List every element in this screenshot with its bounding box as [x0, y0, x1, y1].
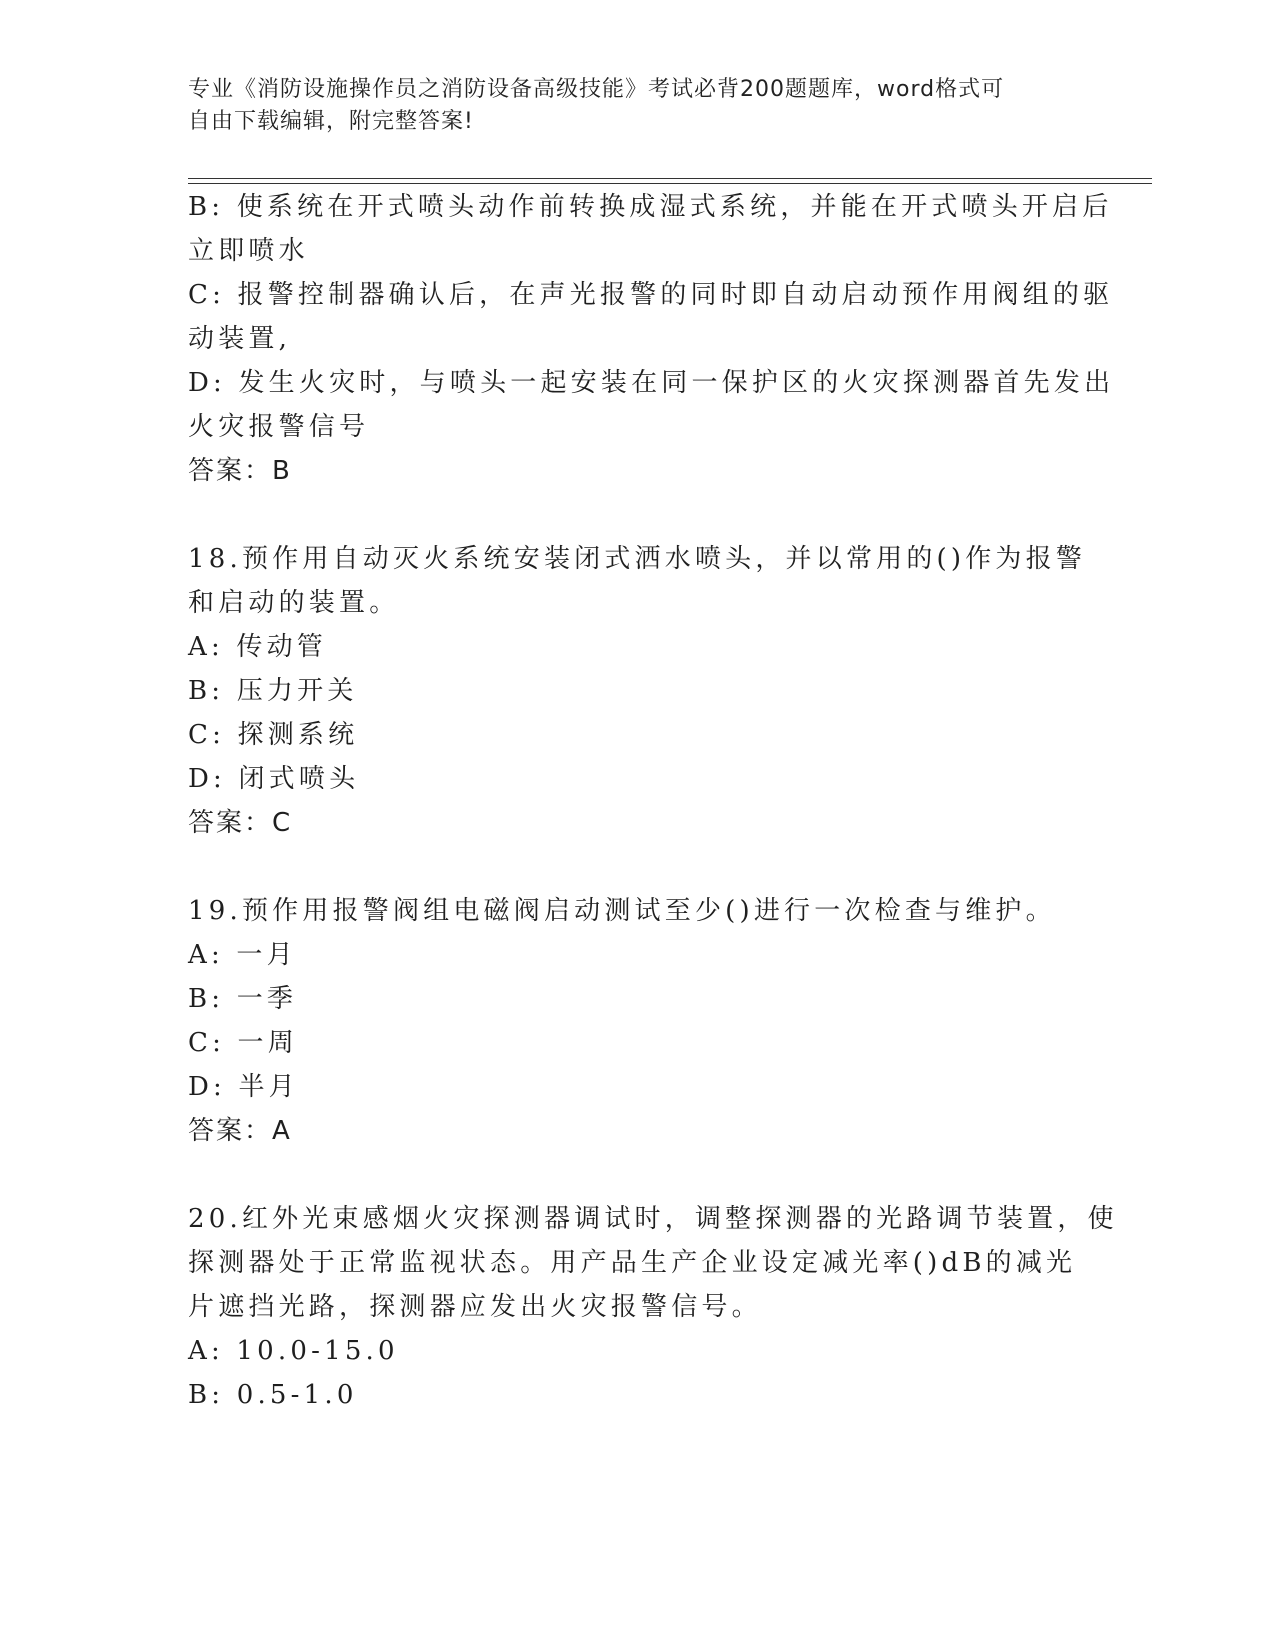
q18-option-c: C: 探测系统	[188, 720, 359, 750]
q18-option-b: B: 压力开关	[188, 676, 358, 706]
q17-option-d-line-1: D: 发生火灾时，与喷头一起安装在同一保护区的火灾探测器首先发出	[188, 368, 1115, 398]
q17-option-c-line-2: 动装置,	[188, 324, 292, 354]
q19-option-b: B: 一季	[188, 984, 298, 1014]
q18-answer: 答案：C	[188, 808, 293, 838]
q17-option-b-line-2: 立即喷水	[188, 236, 309, 266]
q17-option-c-line-1: C: 报警控制器确认后，在声光报警的同时即自动启动预作用阀组的驱	[188, 280, 1114, 310]
q20-stem-line-1: 20.红外光束感烟火灾探测器调试时，调整探测器的光路调节装置，使	[188, 1204, 1118, 1234]
q18-option-a: A: 传动管	[188, 632, 328, 662]
q18-stem-line-1: 18.预作用自动灭火系统安装闭式洒水喷头，并以常用的()作为报警	[188, 544, 1087, 574]
q20-stem-line-2: 探测器处于正常监视状态。用产品生产企业设定减光率()dB的减光	[188, 1248, 1077, 1278]
q17-option-b-line-1: B: 使系统在开式喷头动作前转换成湿式系统，并能在开式喷头开启后	[188, 192, 1113, 222]
q17-option-d-line-2: 火灾报警信号	[188, 412, 370, 442]
q19-option-d: D: 半月	[188, 1072, 299, 1102]
q17-answer: 答案：B	[188, 456, 292, 486]
header-divider-bottom	[188, 183, 1152, 184]
q18-option-d: D: 闭式喷头	[188, 764, 360, 794]
q20-option-b: B: 0.5-1.0	[188, 1380, 358, 1410]
page-header	[188, 74, 1068, 138]
header-divider-top	[188, 178, 1152, 179]
q19-answer: 答案：A	[188, 1116, 292, 1146]
q20-option-a: A: 10.0-15.0	[188, 1336, 399, 1366]
q18-stem-line-2: 和启动的装置。	[188, 588, 400, 618]
q19-option-c: C: 一周	[188, 1028, 298, 1058]
q19-option-a: A: 一月	[188, 940, 297, 970]
q19-stem-line-1: 19.预作用报警阀组电磁阀启动测试至少()进行一次检查与维护。	[188, 896, 1056, 926]
header-line-1: 专业《消防设施操作员之消防设备高级技能》考试必背200题题库，word格式可	[188, 77, 1005, 102]
q20-stem-line-3: 片遮挡光路，探测器应发出火灾报警信号。	[188, 1292, 762, 1322]
header-line-2: 自由下载编辑，附完整答案!	[188, 109, 474, 134]
